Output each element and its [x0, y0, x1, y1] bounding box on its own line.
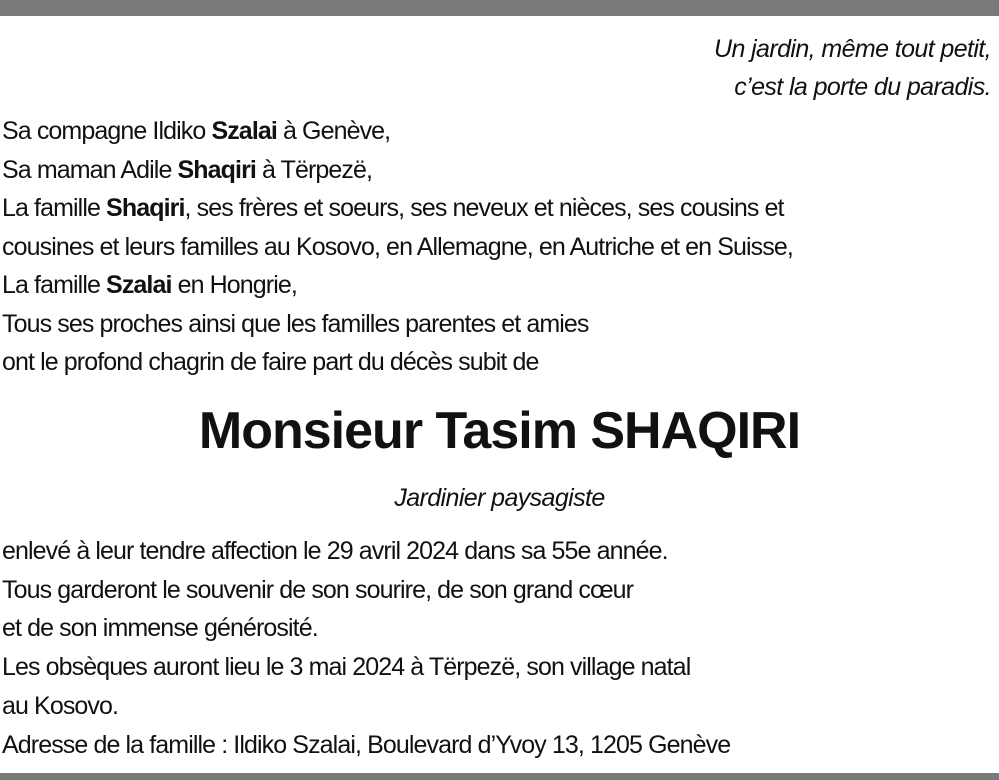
mourner-text: La famille: [2, 194, 107, 222]
body-line: et de son immense générosité.: [2, 614, 318, 643]
announcement-body: [2, 532, 998, 764]
deceased-name: Monsieur Tasim SHAQIRI: [198, 402, 801, 460]
mourners-list: [2, 112, 998, 382]
epigraph-quote: [714, 30, 991, 106]
mourner-text: La famille: [2, 271, 107, 299]
mourner-text: ont le profond chagrin de faire part du décès subit de: [2, 348, 539, 376]
body-line: enlevé à leur tendre affection le 29 avril 2024 dans sa 55e année.: [2, 537, 668, 565]
deceased-profession: Jardinier paysagiste: [394, 484, 605, 512]
body-line: Les obsèques auront lieu le 3 mai 2024 à Tërpezë, son village natal: [2, 653, 691, 682]
mourner-surname: Szalai: [106, 271, 172, 299]
mourner-line: [2, 228, 998, 267]
bottom-border-rule: [0, 773, 999, 780]
mourner-text: cousines et leurs familles au Kosovo, en Allemagne, en Autriche et en Suisse,: [2, 232, 793, 261]
mourner-surname: Shaqiri: [177, 155, 256, 184]
mourner-text: Sa maman Adile: [2, 155, 178, 184]
mourner-surname: Shaqiri: [106, 194, 185, 222]
quote-line-1: Un jardin, même tout petit,: [714, 35, 991, 63]
quote-line-2: c’est la porte du paradis.: [734, 73, 991, 101]
mourner-text: à Genève,: [276, 117, 391, 145]
mourner-text: , ses frères et soeurs, ses neveux et nièces, ses cousins et: [184, 194, 784, 222]
body-line: au Kosovo.: [2, 691, 119, 720]
mourner-line: [2, 112, 998, 151]
mourner-line: [2, 151, 998, 190]
mourner-text: Sa compagne Ildiko: [2, 117, 212, 145]
family-address-line: Adresse de la famille : Ildiko Szalai, Boulevard d’Yvoy 13, 1205 Genève: [2, 730, 731, 759]
mourner-surname: Szalai: [211, 117, 277, 145]
top-border-rule: [0, 0, 999, 16]
mourner-text: à Tërpezë,: [255, 155, 373, 184]
mourner-line: [2, 343, 998, 382]
mourner-text: en Hongrie,: [171, 271, 297, 299]
mourner-text: Tous ses proches ainsi que les familles parentes et amies: [2, 309, 589, 338]
mourner-line: [2, 266, 998, 305]
mourner-line: [2, 305, 998, 344]
body-line: Tous garderont le souvenir de son sourire, de son grand cœur: [2, 575, 634, 604]
mourner-line: [2, 189, 998, 228]
